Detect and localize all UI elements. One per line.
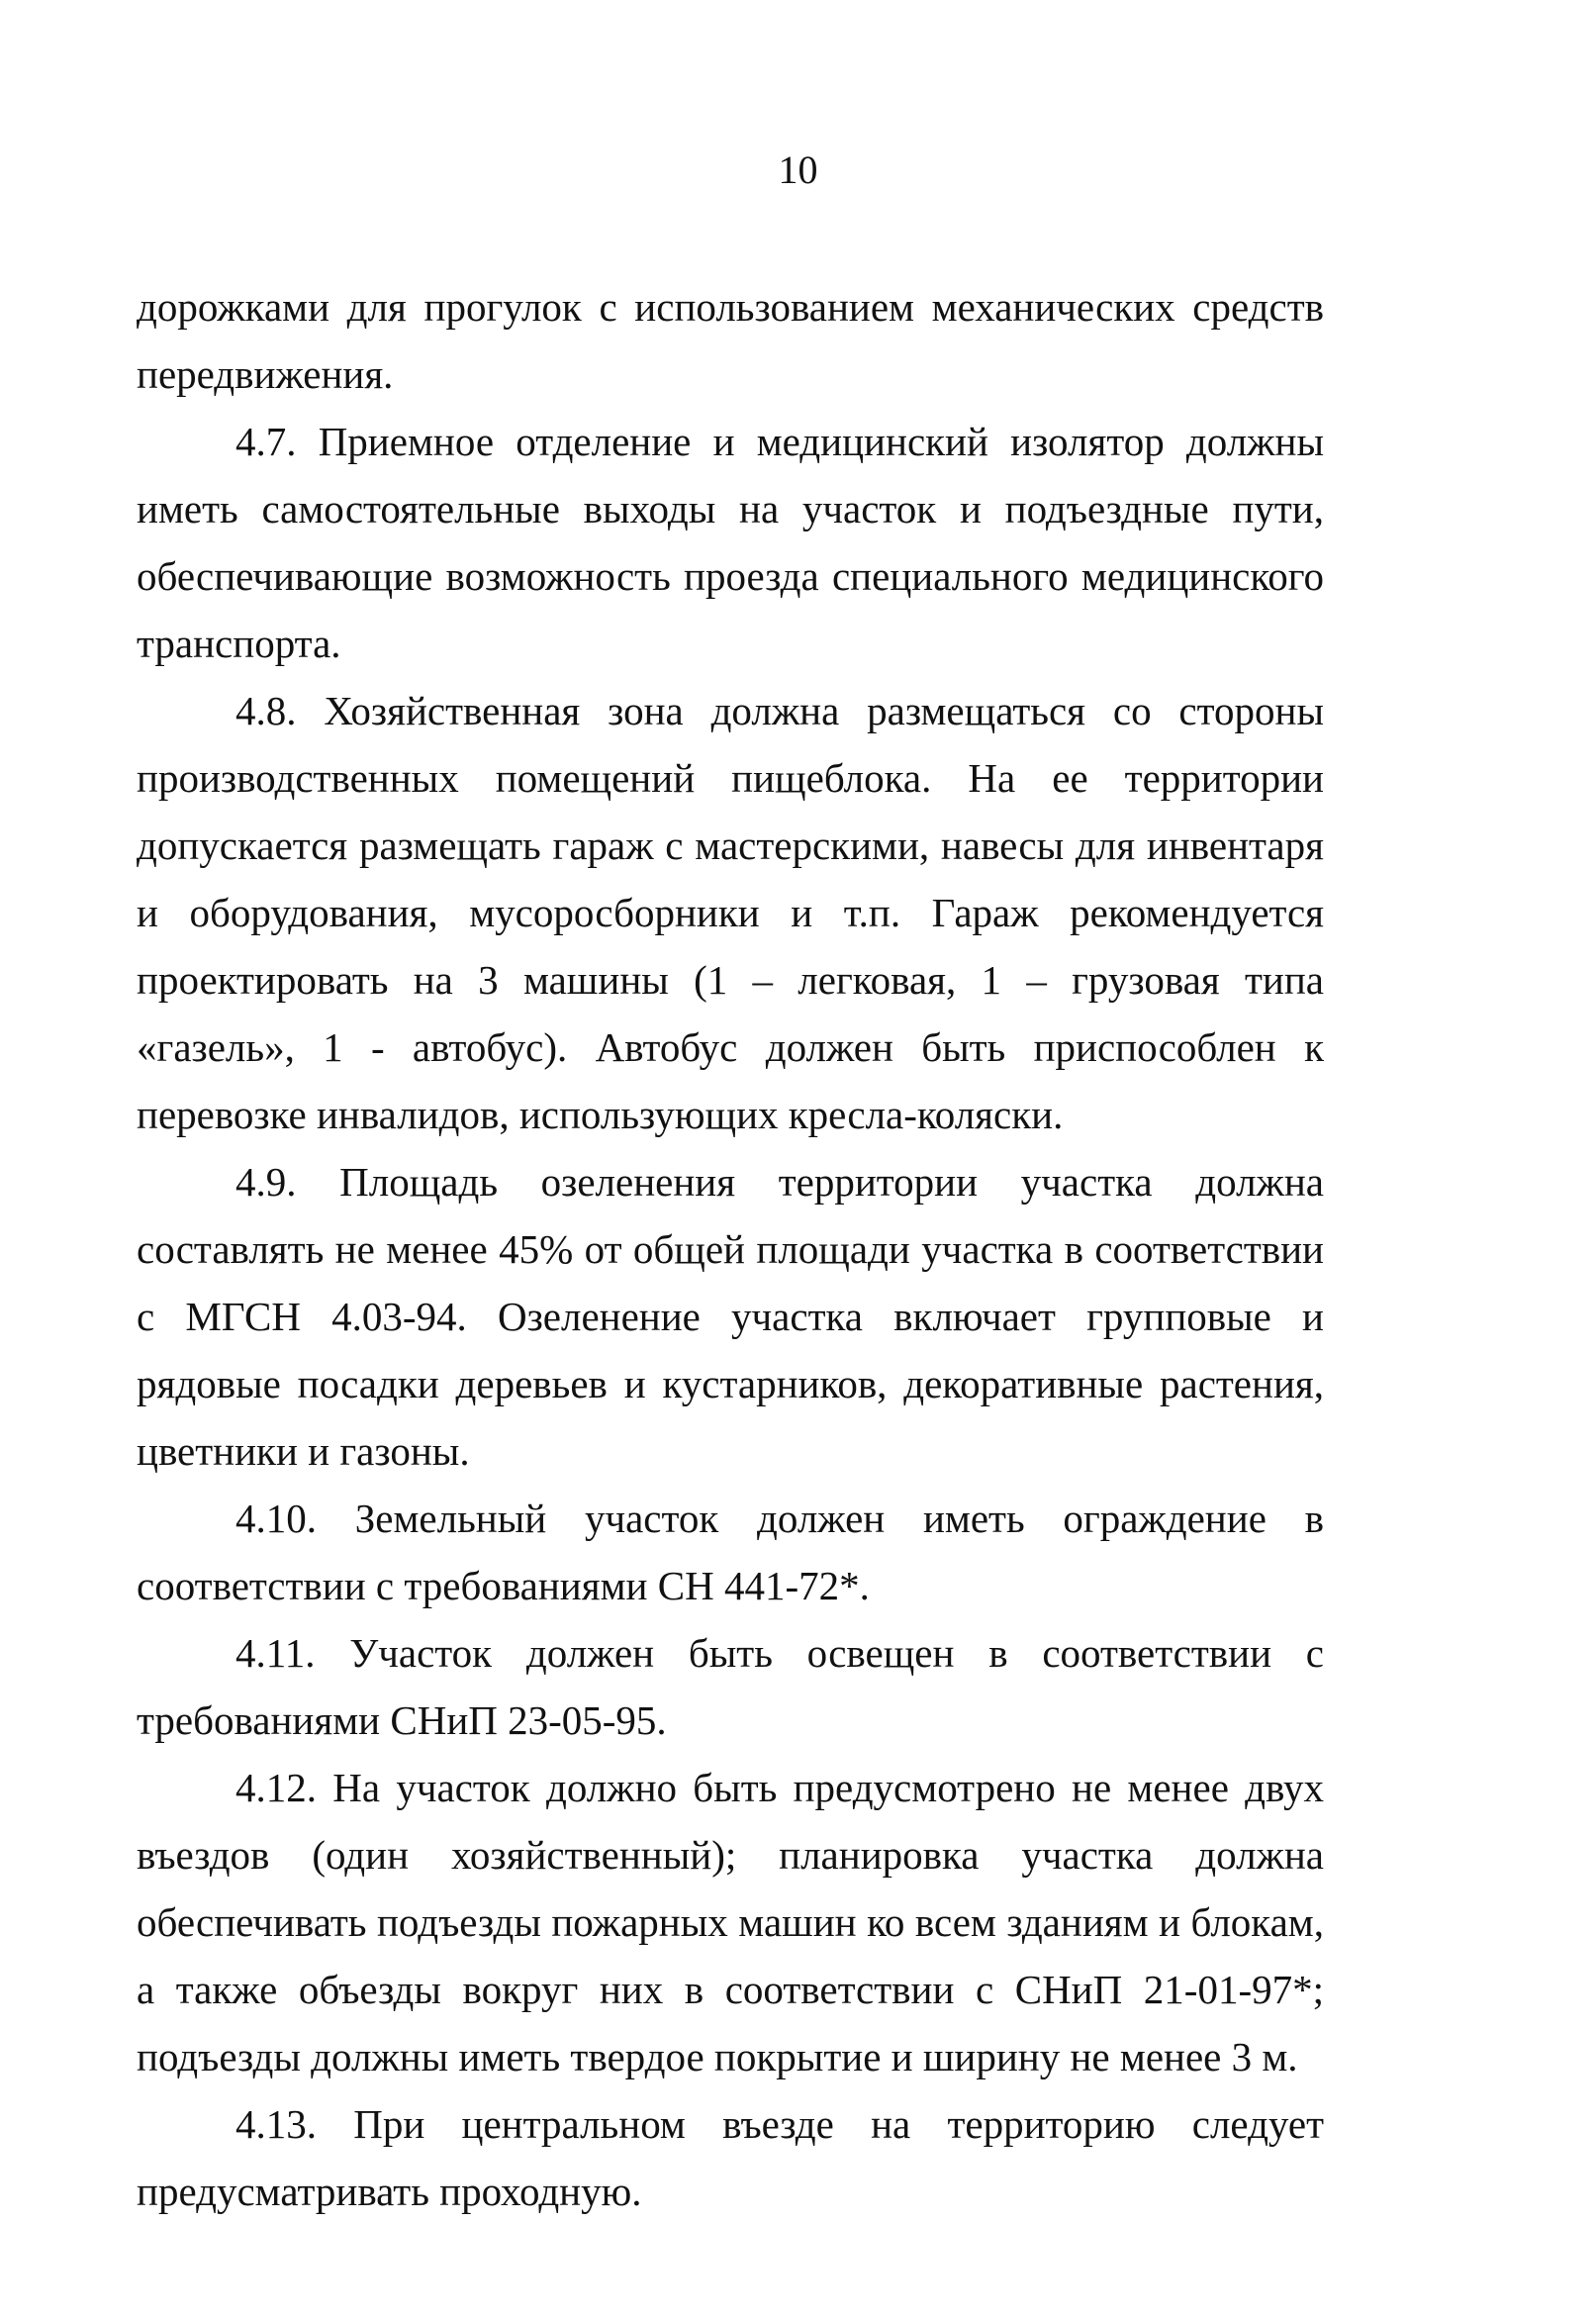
paragraph-4-12: 4.12. На участок должно быть предусмотрено не менее двух въездов (один хозяйственный); планировка участка должна обеспечивать подъезды пожарных машин ко всем зданиям и блокам, а также объезды вокруг них в соответствии с СНиП 21-01-97*; подъезды должны иметь твердое покрытие и ширину не менее 3 м. (137, 1765, 1324, 2079)
page-number: 10 (778, 147, 818, 192)
paragraph-4-11: 4.11. Участок должен быть освещен в соответствии с требованиями СНиП 23-05-95. (137, 1630, 1324, 1743)
document-body (137, 273, 1324, 2225)
paragraph-4-9: 4.9. Площадь озеленения территории участка должна составлять не менее 45% от общей площади участка в соответствии с МГСН 4.03-94. Озеленение участка включает групповые и рядовые посадки деревьев и кустарников, декоративные растения, цветники и газоны. (137, 1159, 1324, 1474)
paragraph-continuation: дорожками для прогулок с использованием механических средств передвижения. (137, 284, 1324, 397)
paragraph-4-10: 4.10. Земельный участок должен иметь ограждение в соответствии с требованиями СН 441-72*. (137, 1496, 1324, 1608)
paragraph-4-7: 4.7. Приемное отделение и медицинский изолятор должны иметь самостоятельные выходы на участок и подъездные пути, обеспечивающие возможность проезда специального медицинского транспорта. (137, 419, 1324, 666)
paragraph-4-13: 4.13. При центральном въезде на территорию следует предусматривать проходную. (137, 2101, 1324, 2214)
paragraph-4-8: 4.8. Хозяйственная зона должна размещаться со стороны производственных помещений пищеблока. На ее территории допускается размещать гараж с мастерскими, навесы для инвентаря и оборудования, мусоросборники и т.п. Гараж рекомендуется проектировать на 3 машины (1 – легковая, 1 – грузовая типа «газель», 1 - автобус). Автобус должен быть приспособлен к перевозке инвалидов, использующих кресла-коляски. (137, 688, 1324, 1137)
